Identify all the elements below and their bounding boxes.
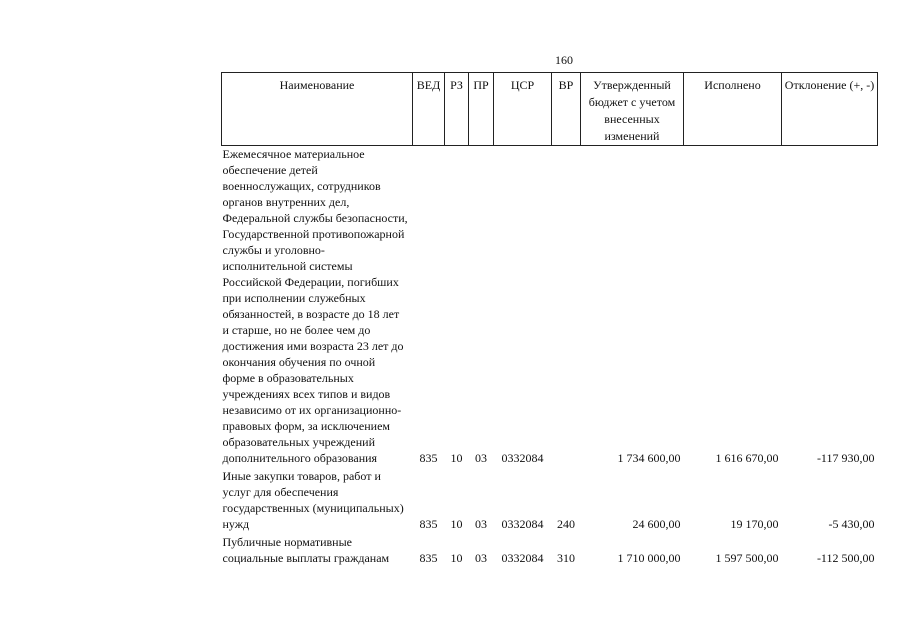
row-name: Иные закупки товаров, работ и услуг для обеспечения государственных (муниципальных) нужд [222,469,404,531]
row-csr: 0332084 [501,517,544,531]
header-ved: ВЕД [413,73,445,146]
row-ved: 835 [419,451,438,465]
row-rz: 10 [450,517,463,531]
budget-table [221,72,878,566]
header-csr: ЦСР [494,73,552,146]
row-approved: 1 710 000,00 [617,551,681,565]
header-approved: Утвержденный бюджет с учетом внесенных изменений [581,73,684,146]
row-rz: 10 [450,551,463,565]
row-executed: 1 597 500,00 [715,551,779,565]
page-number: 160 [555,53,573,67]
row-name: Публичные нормативные социальные выплаты гражданам [222,535,390,565]
header-row [222,73,878,146]
table-row [222,466,878,532]
row-approved: 1 734 600,00 [617,451,681,465]
row-vr [552,146,581,467]
row-vr: 310 [557,551,575,565]
row-executed: 1 616 670,00 [715,451,779,465]
header-rz: РЗ [445,73,469,146]
row-ved: 835 [419,517,438,531]
row-vr: 240 [557,517,575,531]
row-deviation: -112 500,00 [816,551,875,565]
header-vr: ВР [552,73,581,146]
row-csr: 0332084 [501,451,544,465]
row-deviation: -117 930,00 [816,451,875,465]
row-deviation: -5 430,00 [828,517,875,531]
header-pr: ПР [469,73,494,146]
row-pr: 03 [475,551,487,565]
row-approved: 24 600,00 [632,517,681,531]
header-deviation: Отклонение (+, -) [782,73,878,146]
row-ved: 835 [419,551,438,565]
header-name: Наименование [222,73,413,146]
row-name: Ежемесячное материальное обеспечение детей военнослужащих, сотрудников органов внутренних дел, Федеральной службы безопасности, Государственной противопожарной службы и уголовно-исполнительной системы Российской Федерации, погибших при исполнении служебных обязанностей, в возрасте до 18 лет и старше, но не более чем до достижения ими возраста 23 лет до окончания обучения по очной форме в образовательных учреждениях всех типов и видов независимо от их организационно-правовых форм, за исключением образовательных учреждений дополнительного образования [222,147,408,465]
table-row [222,146,878,467]
row-rz: 10 [450,451,463,465]
row-executed: 19 170,00 [730,517,779,531]
header-executed: Исполнено [684,73,782,146]
row-pr: 03 [475,517,487,531]
table-row [222,532,878,566]
row-pr: 03 [475,451,487,465]
row-csr: 0332084 [501,551,544,565]
